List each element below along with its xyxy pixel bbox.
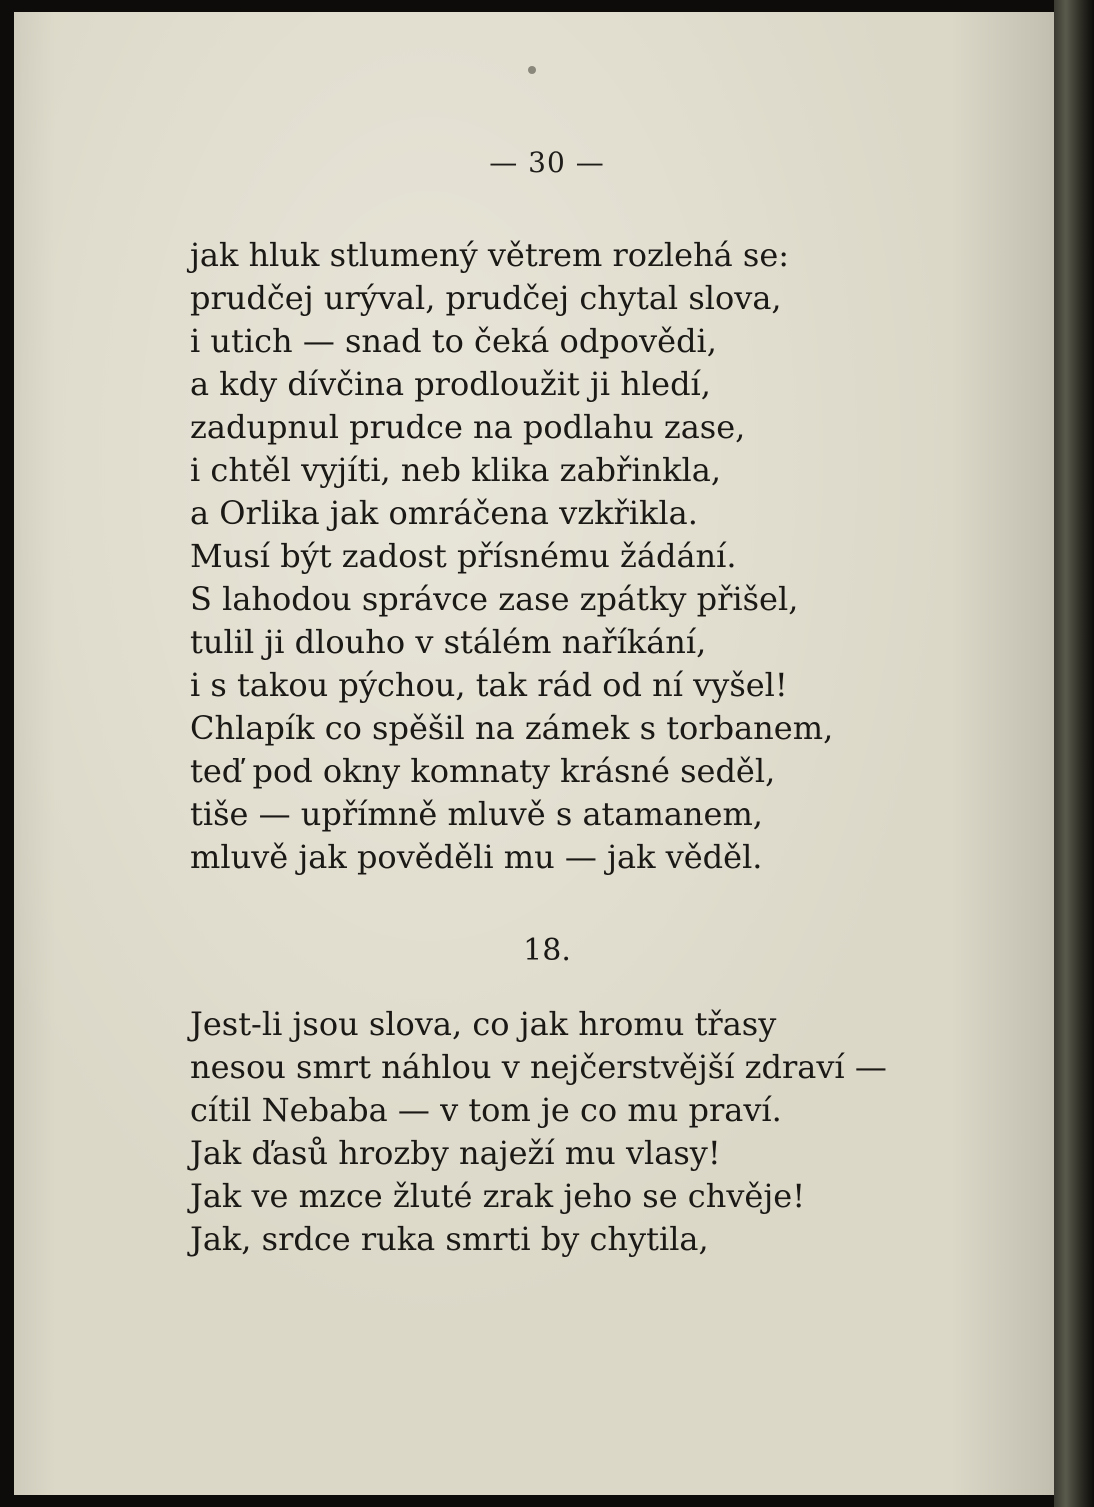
stanza-2 xyxy=(190,1003,887,1261)
verse-line: Jak ve mzce žluté zrak jeho se chvěje! xyxy=(190,1177,806,1215)
page-number: — 30 — xyxy=(489,146,605,179)
verse-line: S lahodou správce zase zpátky přišel, xyxy=(190,580,799,618)
verse-line: Jak ďasů hrozby naježí mu vlasy! xyxy=(190,1134,721,1172)
verse-line: teď pod okny komnaty krásné seděl, xyxy=(190,752,776,790)
verse-line: tiše — upřímně mluvě s atamanem, xyxy=(190,795,763,833)
verse-line: jak hluk stlumený větrem rozlehá se: xyxy=(190,236,790,274)
verse-line: a Orlika jak omráčena vzkřikla. xyxy=(190,494,698,532)
verse-line: Chlapík co spěšil na zámek s torbanem, xyxy=(190,709,834,747)
verse-line: Musí být zadost přísnému žádání. xyxy=(190,537,737,575)
verse-line: tulil ji dlouho v stálém naříkání, xyxy=(190,623,707,661)
verse-line: Jak, srdce ruka smrti by chytila, xyxy=(190,1220,709,1258)
stanza-1 xyxy=(190,234,833,879)
verse-line: mluvě jak pověděli mu — jak věděl. xyxy=(190,838,763,876)
verse-line: i utich — snad to čeká odpovědi, xyxy=(190,322,717,360)
verse-line: prudčej urýval, prudčej chytal slova, xyxy=(190,279,782,317)
verse-line: zadupnul prudce na podlahu zase, xyxy=(190,408,746,446)
verse-line: a kdy dívčina prodloužit ji hledí, xyxy=(190,365,711,403)
verse-line: i chtěl vyjíti, neb klika zabřinkla, xyxy=(190,451,722,489)
ink-speck xyxy=(528,66,536,74)
verse-line: Jest-li jsou slova, co jak hromu třasy xyxy=(190,1005,777,1043)
verse-line: cítil Nebaba — v tom je co mu praví. xyxy=(190,1091,782,1129)
section-number: 18. xyxy=(523,933,571,968)
verse-line: i s takou pýchou, tak rád od ní vyšel! xyxy=(190,666,788,704)
verse-line: nesou smrt náhlou v nejčerstvější zdraví — xyxy=(190,1048,887,1086)
book-spine-edge xyxy=(1054,0,1094,1507)
